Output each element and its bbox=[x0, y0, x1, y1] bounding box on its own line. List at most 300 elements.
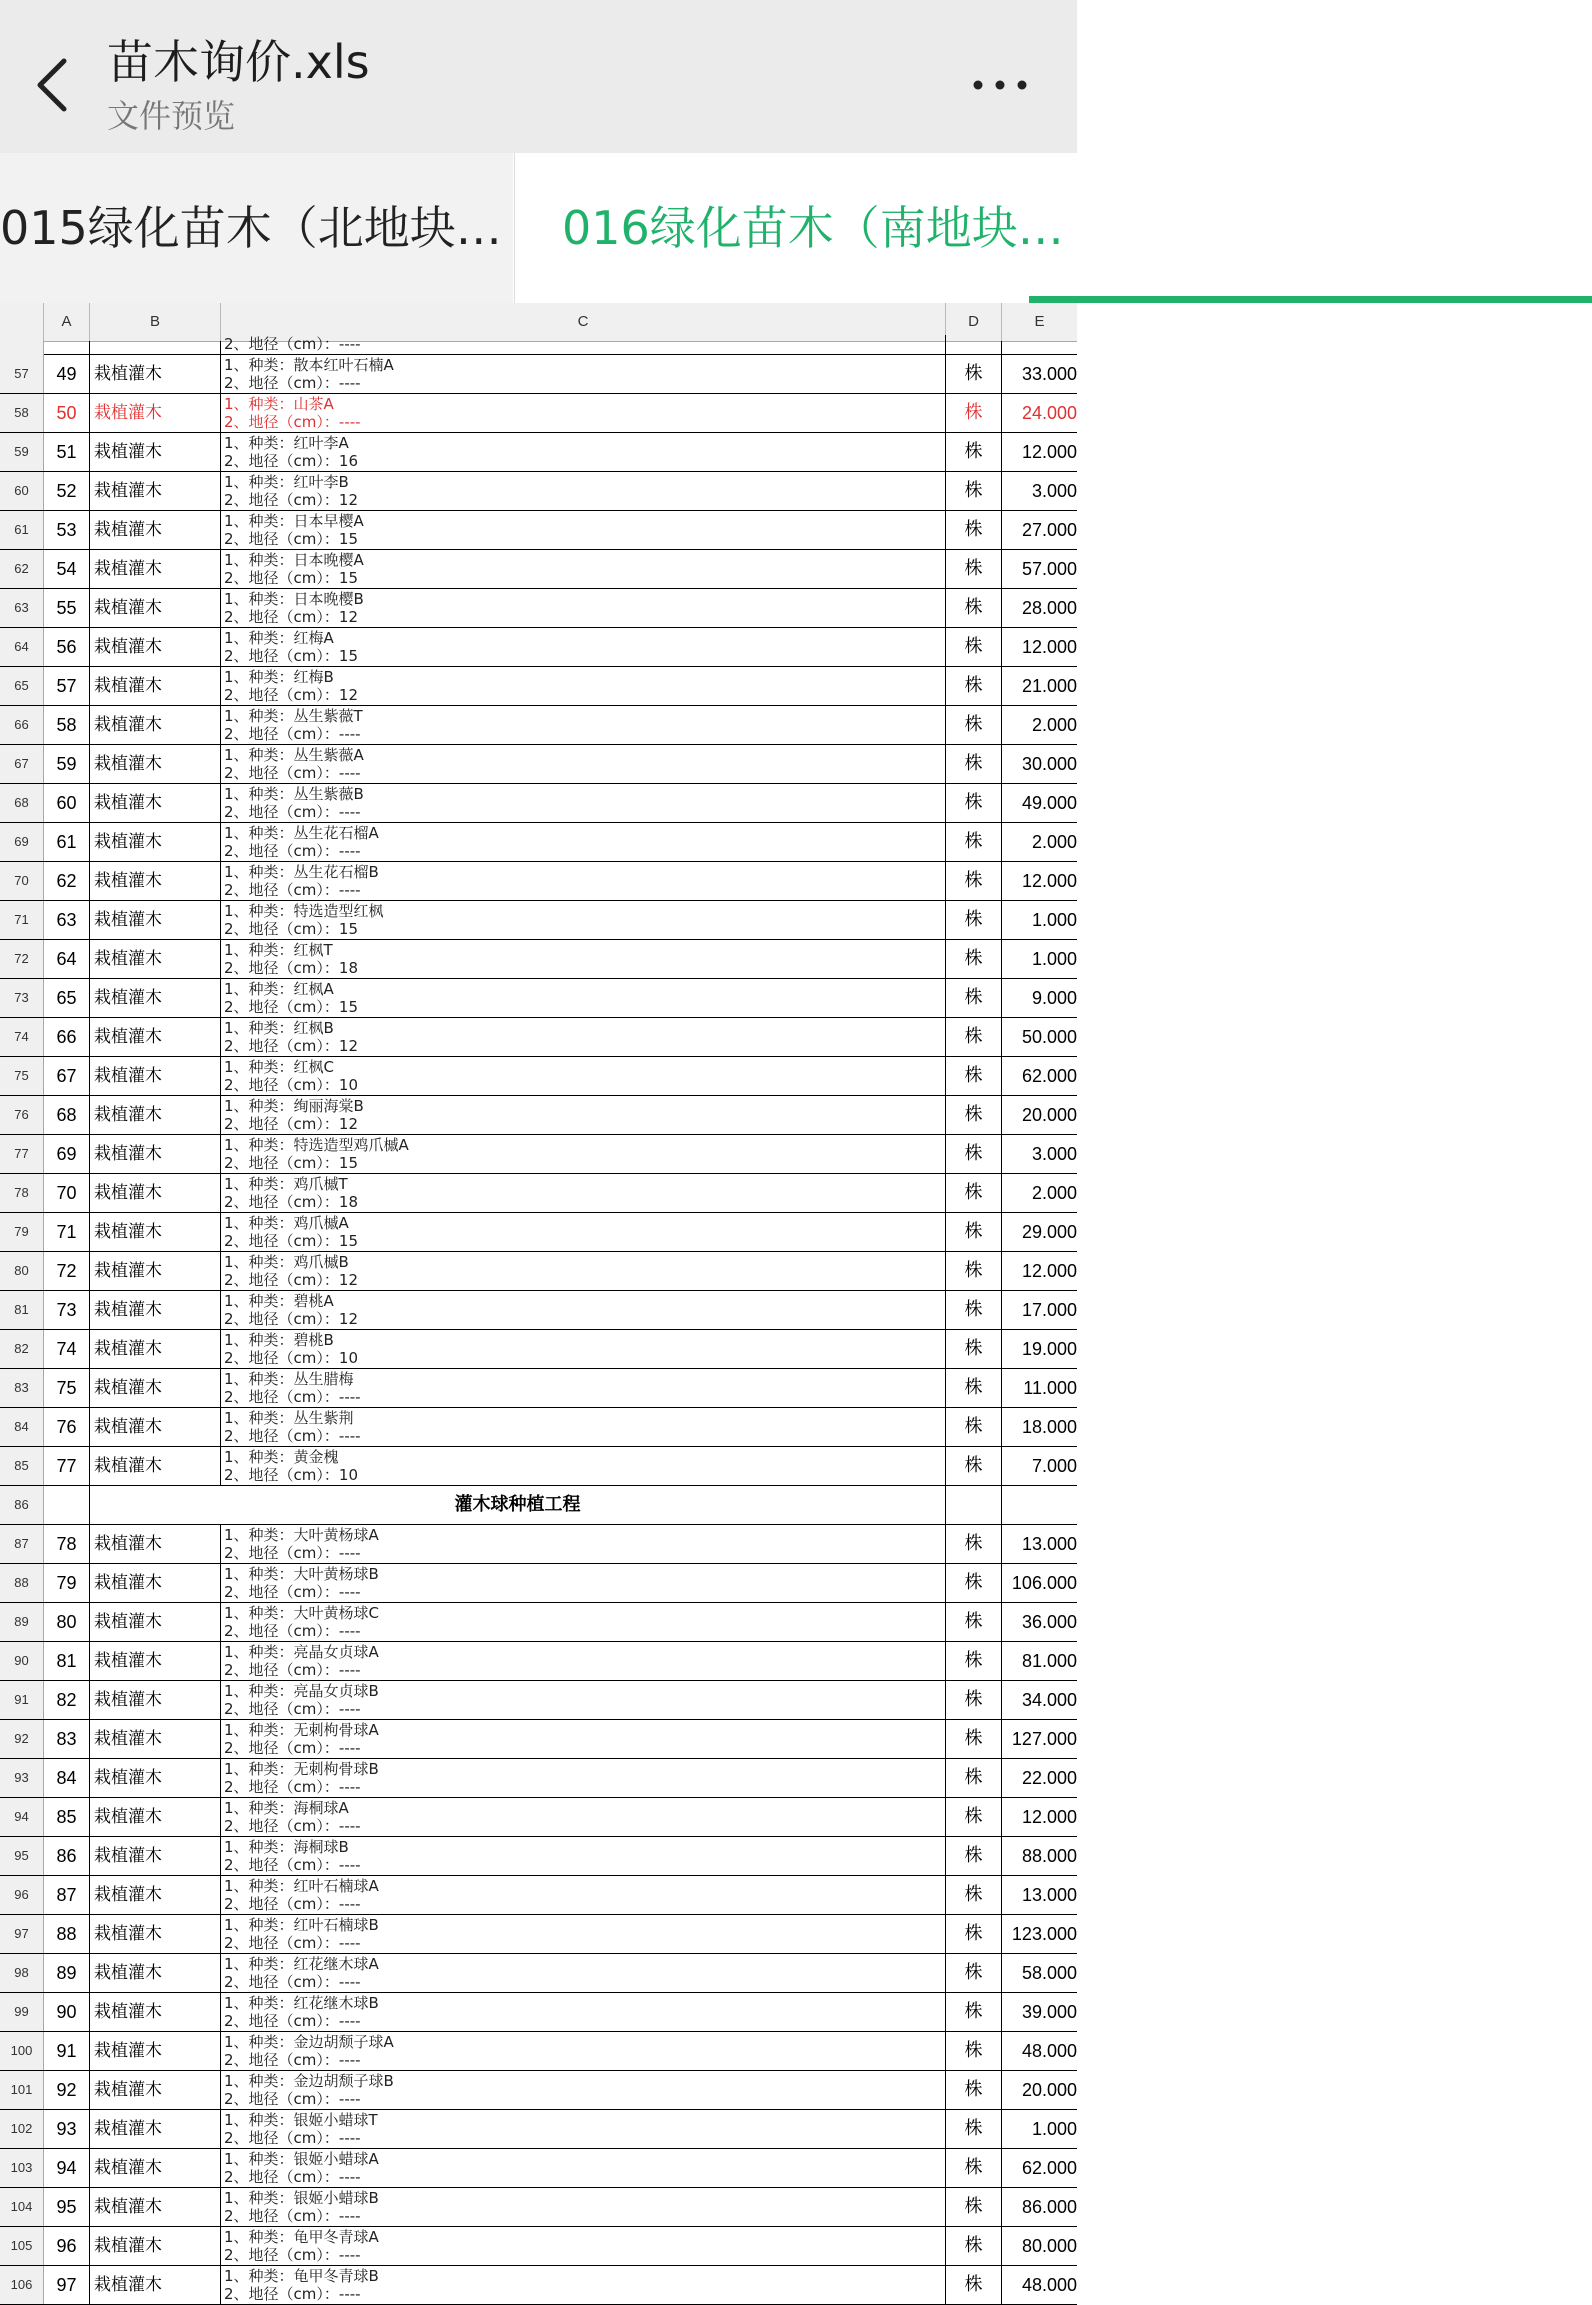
cell-b-item[interactable]: 栽植灌木 bbox=[90, 550, 221, 588]
cell-c-description[interactable] bbox=[221, 1408, 946, 1446]
cell-c-description[interactable] bbox=[221, 1096, 946, 1134]
cell-a-index[interactable]: 50 bbox=[44, 394, 90, 432]
cell-b-item[interactable]: 栽植灌木 bbox=[90, 2149, 221, 2187]
cell-a-index[interactable]: 55 bbox=[44, 589, 90, 627]
cell-d-unit[interactable]: 株 bbox=[946, 1993, 1002, 2031]
cell-b-item[interactable]: 栽植灌木 bbox=[90, 1954, 221, 1992]
cell-d-unit[interactable]: 株 bbox=[946, 1564, 1002, 1602]
cell-a-index[interactable]: 91 bbox=[44, 2032, 90, 2070]
cell-a-index[interactable]: 77 bbox=[44, 1447, 90, 1485]
cell-c-description[interactable] bbox=[221, 1525, 946, 1563]
cell-e-quantity[interactable]: 29.000 bbox=[1021, 1222, 1077, 1242]
cell-e-quantity[interactable]: 19.000 bbox=[1021, 1339, 1077, 1359]
cell-e-quantity[interactable]: 1.000 bbox=[1031, 910, 1077, 930]
cell-d-unit[interactable]: 株 bbox=[946, 1291, 1002, 1329]
cell-b-item[interactable]: 栽植灌木 bbox=[90, 2227, 221, 2265]
row-number[interactable]: 60 bbox=[0, 472, 44, 510]
cell-c-description[interactable] bbox=[221, 1447, 946, 1485]
cell-a-index[interactable]: 85 bbox=[44, 1798, 90, 1836]
cell-d-unit[interactable]: 株 bbox=[946, 823, 1002, 861]
cell-e-quantity[interactable]: 7.000 bbox=[1031, 1456, 1077, 1476]
row-number[interactable]: 82 bbox=[0, 1330, 44, 1368]
cell-e-quantity[interactable]: 34.000 bbox=[1021, 1690, 1077, 1710]
cell-b-item[interactable]: 栽植灌木 bbox=[90, 940, 221, 978]
row-number[interactable]: 87 bbox=[0, 1525, 44, 1563]
cell-e-quantity[interactable]: 86.000 bbox=[1021, 2197, 1077, 2217]
cell-b-item[interactable]: 栽植灌木 bbox=[90, 1993, 221, 2031]
cell-d-unit[interactable]: 株 bbox=[946, 2110, 1002, 2148]
cell-a-index[interactable]: 59 bbox=[44, 745, 90, 783]
cell-c-description[interactable] bbox=[221, 745, 946, 783]
cell-b-item[interactable]: 栽植灌木 bbox=[90, 2266, 221, 2304]
cell-d-unit[interactable]: 株 bbox=[946, 628, 1002, 666]
row-number[interactable]: 86 bbox=[0, 1486, 44, 1524]
row-number[interactable]: 92 bbox=[0, 1720, 44, 1758]
cell-b-item[interactable]: 栽植灌木 bbox=[90, 862, 221, 900]
cell-a-index[interactable]: 73 bbox=[44, 1291, 90, 1329]
cell-c-description[interactable] bbox=[221, 1369, 946, 1407]
cell-c-description[interactable] bbox=[221, 823, 946, 861]
cell-a-index[interactable]: 79 bbox=[44, 1564, 90, 1602]
back-arrow-icon[interactable] bbox=[28, 55, 76, 115]
row-number[interactable]: 89 bbox=[0, 1603, 44, 1641]
cell-a-index[interactable]: 62 bbox=[44, 862, 90, 900]
cell-d-unit[interactable]: 株 bbox=[946, 1720, 1002, 1758]
cell-c-description[interactable] bbox=[221, 1213, 946, 1251]
row-number[interactable]: 57 bbox=[0, 355, 44, 393]
cell-c-description[interactable] bbox=[221, 2032, 946, 2070]
cell-a-index[interactable]: 93 bbox=[44, 2110, 90, 2148]
cell-c-description[interactable] bbox=[221, 1174, 946, 1212]
cell-c-description[interactable] bbox=[221, 1603, 946, 1641]
cell-a-index[interactable]: 75 bbox=[44, 1369, 90, 1407]
cell-a-index[interactable]: 57 bbox=[44, 667, 90, 705]
row-number[interactable]: 64 bbox=[0, 628, 44, 666]
cell-e-quantity[interactable]: 1.000 bbox=[1031, 949, 1077, 969]
cell-a-index[interactable]: 66 bbox=[44, 1018, 90, 1056]
cell-e-quantity[interactable]: 2.000 bbox=[1031, 715, 1077, 735]
cell-b-item[interactable]: 栽植灌木 bbox=[90, 355, 221, 393]
cell-b-item[interactable]: 栽植灌木 bbox=[90, 1174, 221, 1212]
cell-b-item[interactable]: 栽植灌木 bbox=[90, 1876, 221, 1914]
cell-b-item[interactable]: 栽植灌木 bbox=[90, 472, 221, 510]
cell-d-unit[interactable]: 株 bbox=[946, 1447, 1002, 1485]
row-number[interactable]: 102 bbox=[0, 2110, 44, 2148]
cell-a-index[interactable]: 96 bbox=[44, 2227, 90, 2265]
cell-c-description[interactable] bbox=[221, 355, 946, 393]
cell-c-description[interactable] bbox=[221, 1993, 946, 2031]
sheet-tab-015[interactable] bbox=[0, 153, 513, 303]
row-number[interactable]: 75 bbox=[0, 1057, 44, 1095]
cell-b-item[interactable]: 栽植灌木 bbox=[90, 2188, 221, 2226]
cell-d-unit[interactable]: 株 bbox=[946, 1252, 1002, 1290]
cell-a-index[interactable]: 61 bbox=[44, 823, 90, 861]
cell-c-description[interactable] bbox=[221, 511, 946, 549]
row-number[interactable]: 81 bbox=[0, 1291, 44, 1329]
cell-b-item[interactable]: 栽植灌木 bbox=[90, 1642, 221, 1680]
row-number[interactable]: 68 bbox=[0, 784, 44, 822]
cell-c-description[interactable] bbox=[221, 1798, 946, 1836]
corner-cell[interactable] bbox=[0, 303, 44, 341]
cell-e-quantity[interactable]: 11.000 bbox=[1023, 1378, 1077, 1398]
cell-b-item[interactable]: 栽植灌木 bbox=[90, 1759, 221, 1797]
cell-d-unit[interactable]: 株 bbox=[946, 1759, 1002, 1797]
cell-d-unit[interactable]: 株 bbox=[946, 901, 1002, 939]
cell-c-description[interactable] bbox=[221, 1915, 946, 1953]
cell-d-unit[interactable]: 株 bbox=[946, 1213, 1002, 1251]
cell-c-description[interactable] bbox=[221, 472, 946, 510]
row-number[interactable]: 104 bbox=[0, 2188, 44, 2226]
cell-a-index[interactable]: 63 bbox=[44, 901, 90, 939]
cell-a-index[interactable]: 54 bbox=[44, 550, 90, 588]
cell-e[interactable] bbox=[1002, 1486, 1077, 1524]
cell-b-item[interactable]: 栽植灌木 bbox=[90, 1330, 221, 1368]
cell-c-description[interactable] bbox=[221, 2227, 946, 2265]
column-header-c[interactable]: C bbox=[221, 303, 946, 341]
cell-a-index[interactable]: 69 bbox=[44, 1135, 90, 1173]
cell-a-index[interactable]: 64 bbox=[44, 940, 90, 978]
cell-e-quantity[interactable]: 12.000 bbox=[1021, 1807, 1077, 1827]
cell-e-quantity[interactable]: 28.000 bbox=[1021, 598, 1077, 618]
cell-d-unit[interactable]: 株 bbox=[946, 1408, 1002, 1446]
cell-d-unit[interactable]: 株 bbox=[946, 550, 1002, 588]
cell-a-index[interactable]: 89 bbox=[44, 1954, 90, 1992]
cell-a-index[interactable]: 70 bbox=[44, 1174, 90, 1212]
cell-a-index[interactable]: 65 bbox=[44, 979, 90, 1017]
row-number[interactable]: 65 bbox=[0, 667, 44, 705]
row-number[interactable]: 58 bbox=[0, 394, 44, 432]
cell-e-quantity[interactable]: 13.000 bbox=[1021, 1885, 1077, 1905]
cell-c-description[interactable] bbox=[221, 1018, 946, 1056]
cell-e-quantity[interactable]: 39.000 bbox=[1021, 2002, 1077, 2022]
cell-b-item[interactable]: 栽植灌木 bbox=[90, 1915, 221, 1953]
cell-a-index[interactable]: 60 bbox=[44, 784, 90, 822]
cell-e-quantity[interactable]: 9.000 bbox=[1031, 988, 1077, 1008]
cell-c-description[interactable] bbox=[221, 940, 946, 978]
cell-b-item[interactable]: 栽植灌木 bbox=[90, 2032, 221, 2070]
cell-d-unit[interactable]: 株 bbox=[946, 1915, 1002, 1953]
cell-d-unit[interactable]: 株 bbox=[946, 784, 1002, 822]
cell-e-quantity[interactable]: 22.000 bbox=[1021, 1768, 1077, 1788]
cell-e-quantity[interactable]: 13.000 bbox=[1021, 1534, 1077, 1554]
cell-c-description[interactable] bbox=[221, 784, 946, 822]
sheet-tab-016[interactable] bbox=[514, 153, 1078, 303]
cell-a-index[interactable]: 97 bbox=[44, 2266, 90, 2304]
cell-b-item[interactable]: 栽植灌木 bbox=[90, 1096, 221, 1134]
cell-a-index[interactable]: 72 bbox=[44, 1252, 90, 1290]
cell-b-item[interactable]: 栽植灌木 bbox=[90, 745, 221, 783]
cell-c-description[interactable] bbox=[221, 2071, 946, 2109]
row-number[interactable]: 59 bbox=[0, 433, 44, 471]
cell-c-description[interactable] bbox=[221, 2188, 946, 2226]
cell-b-item[interactable]: 栽植灌木 bbox=[90, 1291, 221, 1329]
row-number[interactable]: 106 bbox=[0, 2266, 44, 2304]
cell-a-index[interactable]: 81 bbox=[44, 1642, 90, 1680]
cell-d[interactable] bbox=[946, 1486, 1002, 1524]
cell-c-description[interactable] bbox=[221, 1876, 946, 1914]
section-title-cell[interactable]: 灌木球种植工程 bbox=[90, 1486, 946, 1524]
row-number[interactable]: 69 bbox=[0, 823, 44, 861]
cell-b-item[interactable]: 栽植灌木 bbox=[90, 628, 221, 666]
cell-c-description[interactable] bbox=[221, 667, 946, 705]
cell-a-index[interactable]: 82 bbox=[44, 1681, 90, 1719]
row-number[interactable]: 94 bbox=[0, 1798, 44, 1836]
cell-e-quantity[interactable]: 2.000 bbox=[1031, 832, 1077, 852]
cell-d-unit[interactable]: 株 bbox=[946, 862, 1002, 900]
cell-c-description[interactable] bbox=[221, 2110, 946, 2148]
row-number[interactable]: 99 bbox=[0, 1993, 44, 2031]
cell-b-item[interactable]: 栽植灌木 bbox=[90, 1057, 221, 1095]
spreadsheet-grid[interactable] bbox=[0, 303, 1077, 2303]
row-number[interactable]: 93 bbox=[0, 1759, 44, 1797]
cell-c-description[interactable] bbox=[221, 1330, 946, 1368]
cell-a-index[interactable]: 84 bbox=[44, 1759, 90, 1797]
cell-b-item[interactable]: 栽植灌木 bbox=[90, 823, 221, 861]
row-number[interactable]: 101 bbox=[0, 2071, 44, 2109]
cell-e-quantity[interactable]: 48.000 bbox=[1021, 2041, 1077, 2061]
row-number[interactable]: 105 bbox=[0, 2227, 44, 2265]
row-number[interactable]: 67 bbox=[0, 745, 44, 783]
cell-a-index[interactable]: 52 bbox=[44, 472, 90, 510]
row-number[interactable]: 96 bbox=[0, 1876, 44, 1914]
cell-b-item[interactable]: 栽植灌木 bbox=[90, 1564, 221, 1602]
cell-d-unit[interactable]: 株 bbox=[946, 1954, 1002, 1992]
cell-d-unit[interactable]: 株 bbox=[946, 1057, 1002, 1095]
cell-d-unit[interactable]: 株 bbox=[946, 1096, 1002, 1134]
cell-e-quantity[interactable]: 3.000 bbox=[1031, 1144, 1077, 1164]
cell-a-index[interactable]: 74 bbox=[44, 1330, 90, 1368]
cell-e-quantity[interactable]: 17.000 bbox=[1021, 1300, 1077, 1320]
row-number[interactable]: 79 bbox=[0, 1213, 44, 1251]
cell-e-quantity[interactable]: 21.000 bbox=[1021, 676, 1077, 696]
cell-a-index[interactable]: 80 bbox=[44, 1603, 90, 1641]
column-header-d[interactable]: D bbox=[946, 303, 1002, 341]
cell-d-unit[interactable]: 株 bbox=[946, 1837, 1002, 1875]
cell-e-quantity[interactable]: 12.000 bbox=[1021, 1261, 1077, 1281]
row-number[interactable]: 103 bbox=[0, 2149, 44, 2187]
cell-b-item[interactable]: 栽植灌木 bbox=[90, 394, 221, 432]
cell-d-unit[interactable]: 株 bbox=[946, 1603, 1002, 1641]
cell-e-quantity[interactable]: 33.000 bbox=[1021, 364, 1077, 384]
cell-b-item[interactable]: 栽植灌木 bbox=[90, 1681, 221, 1719]
row-number[interactable]: 84 bbox=[0, 1408, 44, 1446]
row-number[interactable]: 97 bbox=[0, 1915, 44, 1953]
cell-b-item[interactable]: 栽植灌木 bbox=[90, 589, 221, 627]
more-options-icon[interactable] bbox=[970, 70, 1030, 100]
cell-e-quantity[interactable]: 62.000 bbox=[1021, 2158, 1077, 2178]
cell-d-unit[interactable]: 株 bbox=[946, 1642, 1002, 1680]
cell-a-index[interactable]: 68 bbox=[44, 1096, 90, 1134]
row-number[interactable]: 70 bbox=[0, 862, 44, 900]
row-number[interactable]: 72 bbox=[0, 940, 44, 978]
row-number[interactable]: 83 bbox=[0, 1369, 44, 1407]
cell-e-quantity[interactable]: 48.000 bbox=[1021, 2275, 1077, 2295]
column-header-b[interactable]: B bbox=[90, 303, 221, 341]
cell-c-description[interactable] bbox=[221, 1057, 946, 1095]
cell-b-item[interactable]: 栽植灌木 bbox=[90, 433, 221, 471]
cell-e-quantity[interactable]: 1.000 bbox=[1031, 2119, 1077, 2139]
cell-d-unit[interactable]: 株 bbox=[946, 979, 1002, 1017]
cell-e-quantity[interactable]: 81.000 bbox=[1021, 1651, 1077, 1671]
cell-d-unit[interactable]: 株 bbox=[946, 745, 1002, 783]
cell-c-description[interactable] bbox=[221, 1759, 946, 1797]
row-number[interactable]: 61 bbox=[0, 511, 44, 549]
cell-d-unit[interactable]: 株 bbox=[946, 472, 1002, 510]
cell-c-description[interactable] bbox=[221, 901, 946, 939]
cell-a-index[interactable]: 58 bbox=[44, 706, 90, 744]
cell-b-item[interactable]: 栽植灌木 bbox=[90, 1603, 221, 1641]
cell-a-index[interactable]: 56 bbox=[44, 628, 90, 666]
cell-e-quantity[interactable]: 12.000 bbox=[1021, 442, 1077, 462]
cell-b-item[interactable]: 栽植灌木 bbox=[90, 2071, 221, 2109]
cell-e-quantity[interactable]: 57.000 bbox=[1021, 559, 1077, 579]
cell-c-description[interactable] bbox=[221, 706, 946, 744]
cell-c-description[interactable] bbox=[221, 979, 946, 1017]
cell-e-quantity[interactable]: 62.000 bbox=[1021, 1066, 1077, 1086]
row-number[interactable]: 98 bbox=[0, 1954, 44, 1992]
row-number[interactable]: 90 bbox=[0, 1642, 44, 1680]
cell-e-quantity[interactable]: 106.000 bbox=[1011, 1573, 1077, 1593]
cell-e-quantity[interactable]: 127.000 bbox=[1011, 1729, 1077, 1749]
cell-a-index[interactable]: 67 bbox=[44, 1057, 90, 1095]
row-number[interactable]: 62 bbox=[0, 550, 44, 588]
cell-e-quantity[interactable]: 3.000 bbox=[1031, 481, 1077, 501]
cell-c-description[interactable] bbox=[221, 1291, 946, 1329]
cell-a-index[interactable]: 78 bbox=[44, 1525, 90, 1563]
cell-c-description[interactable] bbox=[221, 1564, 946, 1602]
cell-d-unit[interactable]: 株 bbox=[946, 667, 1002, 705]
cell-e-quantity[interactable]: 30.000 bbox=[1021, 754, 1077, 774]
cell-c-description[interactable] bbox=[221, 628, 946, 666]
cell-b-item[interactable]: 栽植灌木 bbox=[90, 1447, 221, 1485]
cell-e-quantity[interactable]: 58.000 bbox=[1021, 1963, 1077, 1983]
cell-d-unit[interactable]: 株 bbox=[946, 394, 1002, 432]
cell-b-item[interactable]: 栽植灌木 bbox=[90, 1369, 221, 1407]
cell-c-description[interactable] bbox=[221, 862, 946, 900]
cell-c-description[interactable] bbox=[221, 433, 946, 471]
cell-e-quantity[interactable]: 2.000 bbox=[1031, 1183, 1077, 1203]
cell-b-item[interactable]: 栽植灌木 bbox=[90, 1837, 221, 1875]
cell-b-item[interactable]: 栽植灌木 bbox=[90, 1408, 221, 1446]
cell-a-index[interactable]: 95 bbox=[44, 2188, 90, 2226]
row-number[interactable]: 76 bbox=[0, 1096, 44, 1134]
cell-b-item[interactable]: 栽植灌木 bbox=[90, 1798, 221, 1836]
row-number[interactable]: 73 bbox=[0, 979, 44, 1017]
cell-d-unit[interactable]: 株 bbox=[946, 2227, 1002, 2265]
cell-e-quantity[interactable]: 50.000 bbox=[1021, 1027, 1077, 1047]
cell-c-description[interactable] bbox=[221, 1720, 946, 1758]
cell-e-quantity[interactable]: 123.000 bbox=[1011, 1924, 1077, 1944]
cell-e-quantity[interactable]: 18.000 bbox=[1021, 1417, 1077, 1437]
cell-c-description[interactable] bbox=[221, 1252, 946, 1290]
cell-a-index[interactable]: 94 bbox=[44, 2149, 90, 2187]
column-header-e[interactable]: E bbox=[1034, 313, 1045, 330]
cell-b-item[interactable]: 栽植灌木 bbox=[90, 1018, 221, 1056]
cell-c-description[interactable] bbox=[221, 1681, 946, 1719]
cell-b-item[interactable]: 栽植灌木 bbox=[90, 1213, 221, 1251]
cell-d-unit[interactable]: 株 bbox=[946, 2071, 1002, 2109]
cell-b-item[interactable]: 栽植灌木 bbox=[90, 2110, 221, 2148]
cell-b-item[interactable]: 栽植灌木 bbox=[90, 1720, 221, 1758]
cell-d-unit[interactable]: 株 bbox=[946, 433, 1002, 471]
cell-e-quantity[interactable]: 27.000 bbox=[1021, 520, 1077, 540]
cell-a-index[interactable]: 51 bbox=[44, 433, 90, 471]
cell-c-description[interactable] bbox=[221, 1135, 946, 1173]
row-number[interactable]: 77 bbox=[0, 1135, 44, 1173]
cell-c-description[interactable] bbox=[221, 2266, 946, 2304]
cell-c-description[interactable] bbox=[221, 589, 946, 627]
cell-e-quantity[interactable]: 12.000 bbox=[1021, 637, 1077, 657]
cell-a[interactable] bbox=[44, 1486, 90, 1524]
cell-e-quantity[interactable]: 49.000 bbox=[1021, 793, 1077, 813]
row-number[interactable]: 63 bbox=[0, 589, 44, 627]
row-number[interactable]: 78 bbox=[0, 1174, 44, 1212]
cell-e-quantity[interactable]: 80.000 bbox=[1021, 2236, 1077, 2256]
cell-c-description[interactable] bbox=[221, 1954, 946, 1992]
cell-d-unit[interactable]: 株 bbox=[946, 355, 1002, 393]
cell-d-unit[interactable]: 株 bbox=[946, 706, 1002, 744]
cell-d-unit[interactable]: 株 bbox=[946, 1018, 1002, 1056]
cell-d-unit[interactable]: 株 bbox=[946, 1174, 1002, 1212]
row-number[interactable]: 91 bbox=[0, 1681, 44, 1719]
row-number[interactable]: 95 bbox=[0, 1837, 44, 1875]
cell-b-item[interactable]: 栽植灌木 bbox=[90, 979, 221, 1017]
cell-c-description[interactable] bbox=[221, 550, 946, 588]
cell-e-quantity[interactable]: 20.000 bbox=[1021, 1105, 1077, 1125]
cell-d-unit[interactable]: 株 bbox=[946, 1798, 1002, 1836]
cell-b-item[interactable]: 栽植灌木 bbox=[90, 706, 221, 744]
row-number[interactable]: 74 bbox=[0, 1018, 44, 1056]
cell-a-index[interactable]: 76 bbox=[44, 1408, 90, 1446]
cell-d-unit[interactable]: 株 bbox=[946, 1681, 1002, 1719]
cell-a-index[interactable]: 49 bbox=[44, 355, 90, 393]
cell-d-unit[interactable]: 株 bbox=[946, 2149, 1002, 2187]
cell-b-item[interactable]: 栽植灌木 bbox=[90, 1135, 221, 1173]
cell-c-description[interactable] bbox=[221, 1642, 946, 1680]
cell-d-unit[interactable]: 株 bbox=[946, 1525, 1002, 1563]
cell-e-quantity[interactable]: 24.000 bbox=[1021, 403, 1077, 423]
cell-c-description[interactable] bbox=[221, 394, 946, 432]
cell-c-description[interactable] bbox=[221, 2149, 946, 2187]
column-header-a[interactable]: A bbox=[44, 303, 90, 341]
cell-d-unit[interactable]: 株 bbox=[946, 940, 1002, 978]
cell-d-unit[interactable]: 株 bbox=[946, 1369, 1002, 1407]
row-number[interactable]: 85 bbox=[0, 1447, 44, 1485]
cell-a-index[interactable]: 83 bbox=[44, 1720, 90, 1758]
cell-d-unit[interactable]: 株 bbox=[946, 589, 1002, 627]
cell-d-unit[interactable]: 株 bbox=[946, 511, 1002, 549]
cell-a-index[interactable]: 90 bbox=[44, 1993, 90, 2031]
cell-d-unit[interactable]: 株 bbox=[946, 2266, 1002, 2304]
row-number[interactable]: 88 bbox=[0, 1564, 44, 1602]
cell-b-item[interactable]: 栽植灌木 bbox=[90, 901, 221, 939]
cell-d-unit[interactable]: 株 bbox=[946, 1330, 1002, 1368]
cell-d-unit[interactable]: 株 bbox=[946, 2188, 1002, 2226]
cell-b-item[interactable]: 栽植灌木 bbox=[90, 784, 221, 822]
row-number[interactable]: 80 bbox=[0, 1252, 44, 1290]
cell-d-unit[interactable]: 株 bbox=[946, 2032, 1002, 2070]
cell-e-quantity[interactable]: 36.000 bbox=[1021, 1612, 1077, 1632]
row-number[interactable]: 100 bbox=[0, 2032, 44, 2070]
cell-b-item[interactable]: 栽植灌木 bbox=[90, 511, 221, 549]
cell-e-quantity[interactable]: 88.000 bbox=[1021, 1846, 1077, 1866]
cell-e-quantity[interactable]: 20.000 bbox=[1021, 2080, 1077, 2100]
cell-a-index[interactable]: 71 bbox=[44, 1213, 90, 1251]
cell-a-index[interactable]: 53 bbox=[44, 511, 90, 549]
cell-b-item[interactable]: 栽植灌木 bbox=[90, 667, 221, 705]
cell-b-item[interactable]: 栽植灌木 bbox=[90, 1525, 221, 1563]
cell-a-index[interactable]: 88 bbox=[44, 1915, 90, 1953]
